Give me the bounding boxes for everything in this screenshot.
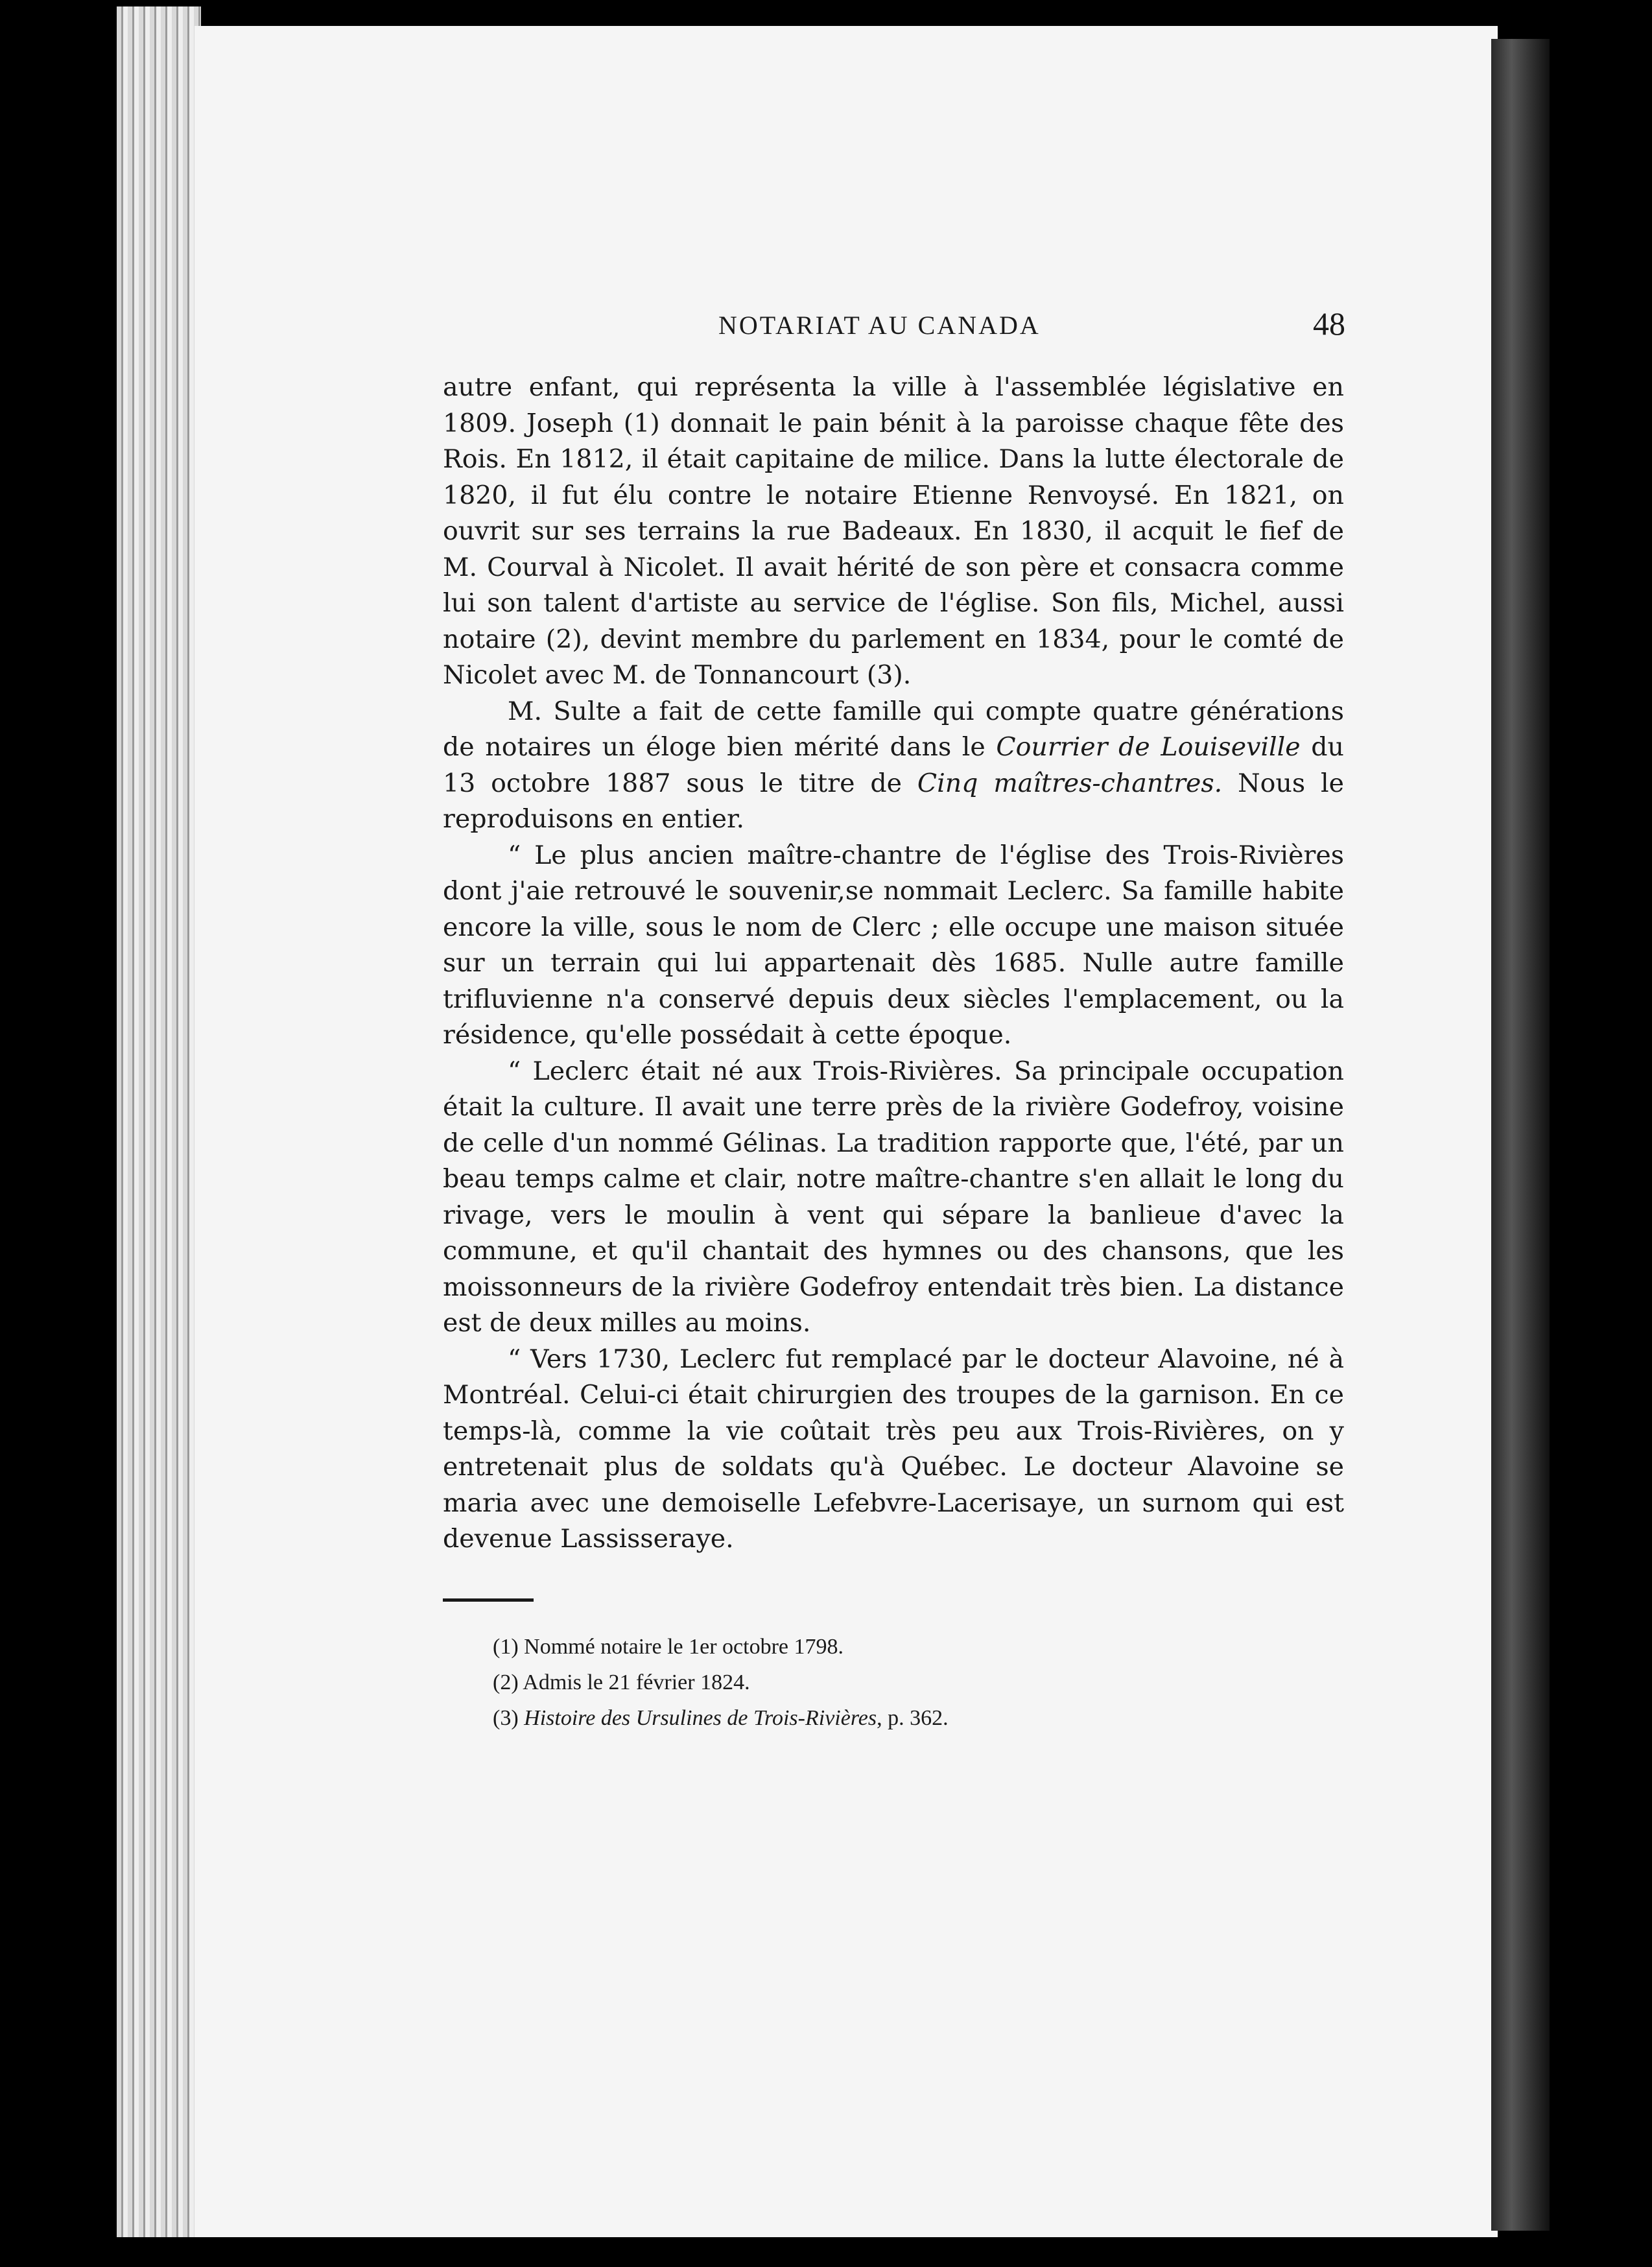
italic-title-text: Histoire des Ursulines de Trois-Rivières: [524, 1706, 877, 1730]
text-run: du 13 octobre 1887 sous le titre de: [443, 732, 1344, 798]
footnotes: [493, 1629, 1336, 1736]
footnote: [493, 1665, 1336, 1700]
footnote: [493, 1629, 1336, 1665]
paragraph: [443, 838, 1344, 1054]
text-run: (1) Nommé notaire le 1er octobre 1798.: [493, 1635, 844, 1659]
text-run: Nous le reproduisons en entier.: [443, 768, 1344, 834]
italic-title-text: Courrier de Louiseville: [996, 732, 1301, 762]
paragraph: [443, 694, 1344, 838]
text-run: “ Leclerc était né aux Trois-Rivières. Sa principale occupation était la culture. Il avait une terre près de la rivière Godefroy, voisine de celle d'un nommé Gélinas. La tradition rapporte que, l'été, par un beau temps calme et clair, notre maître-chantre s'en allait le long du rivage, vers le moulin à vent qui sépare la banlieue d'avec la commune, et qu'il chantait des hymnes ou des chansons, que les moissonneurs de la rivière Godefroy entendait très bien. La distance est de deux milles au moins.: [443, 1056, 1344, 1338]
right-page-edge: [1491, 39, 1550, 2231]
running-head: NOTARIAT AU CANADA: [718, 311, 1041, 340]
body-text: [443, 370, 1344, 1558]
footnote: [493, 1700, 1336, 1736]
text-run: (2) Admis le 21 février 1824.: [493, 1670, 750, 1694]
footnote-rule: [443, 1598, 534, 1602]
page-number: 48: [1313, 305, 1345, 342]
text-run: autre enfant, qui représenta la ville à l'assemblée législative en 1809. Joseph (1) donnait le pain bénit à la paroisse chaque fête des Rois. En 1812, il était capitaine de milice. Dans la lutte électorale de 1820, il fut élu contre le notaire Etienne Renvoysé. En 1821, on ouvrit sur ses terrains la rue Badeaux. En 1830, il acquit le fief de M. Courval à Nicolet. Il avait hérité de son père et consacra comme lui son talent d'artiste au service de l'église. Son fils, Michel, aussi notaire (2), devint membre du parlement en 1834, pour le comté de Nicolet avec M. de Tonnancourt (3).: [443, 372, 1344, 690]
text-run: “ Vers 1730, Leclerc fut remplacé par le docteur Alavoine, né à Montréal. Celui-ci était chirurgien des troupes de la garnison. En ce temps-là, comme la vie coûtait très peu aux Trois-Rivières, on y entretenait plus de soldats qu'à Québec. Le docteur Alavoine se maria avec une demoiselle Lefebvre-Lacerisaye, un surnom qui est devenue Lassisseraye.: [443, 1344, 1344, 1554]
italic-title-text: Cinq maîtres-chantres.: [917, 768, 1223, 798]
text-run: , p. 362.: [877, 1706, 949, 1730]
paragraph: [443, 370, 1344, 694]
paragraph: [443, 1342, 1344, 1558]
text-run: “ Le plus ancien maître-chantre de l'église des Trois-Rivières dont j'aie retrouvé le souvenir,se nommait Leclerc. Sa famille habite encore la ville, sous le nom de Clerc ; elle occupe une maison située sur un terrain qui lui appartenait dès 1685. Nulle autre famille trifluvienne n'a conservé depuis deux siècles l'emplacement, ou la résidence, qu'elle possédait à cette époque.: [443, 840, 1344, 1050]
paragraph: [443, 1054, 1344, 1342]
text-run: (3): [493, 1706, 525, 1730]
text-run: M. Sulte a fait de cette famille qui compte quatre générations de notaires un éloge bien mérité dans le: [443, 696, 1344, 762]
stacked-page-edges: [117, 6, 201, 2237]
